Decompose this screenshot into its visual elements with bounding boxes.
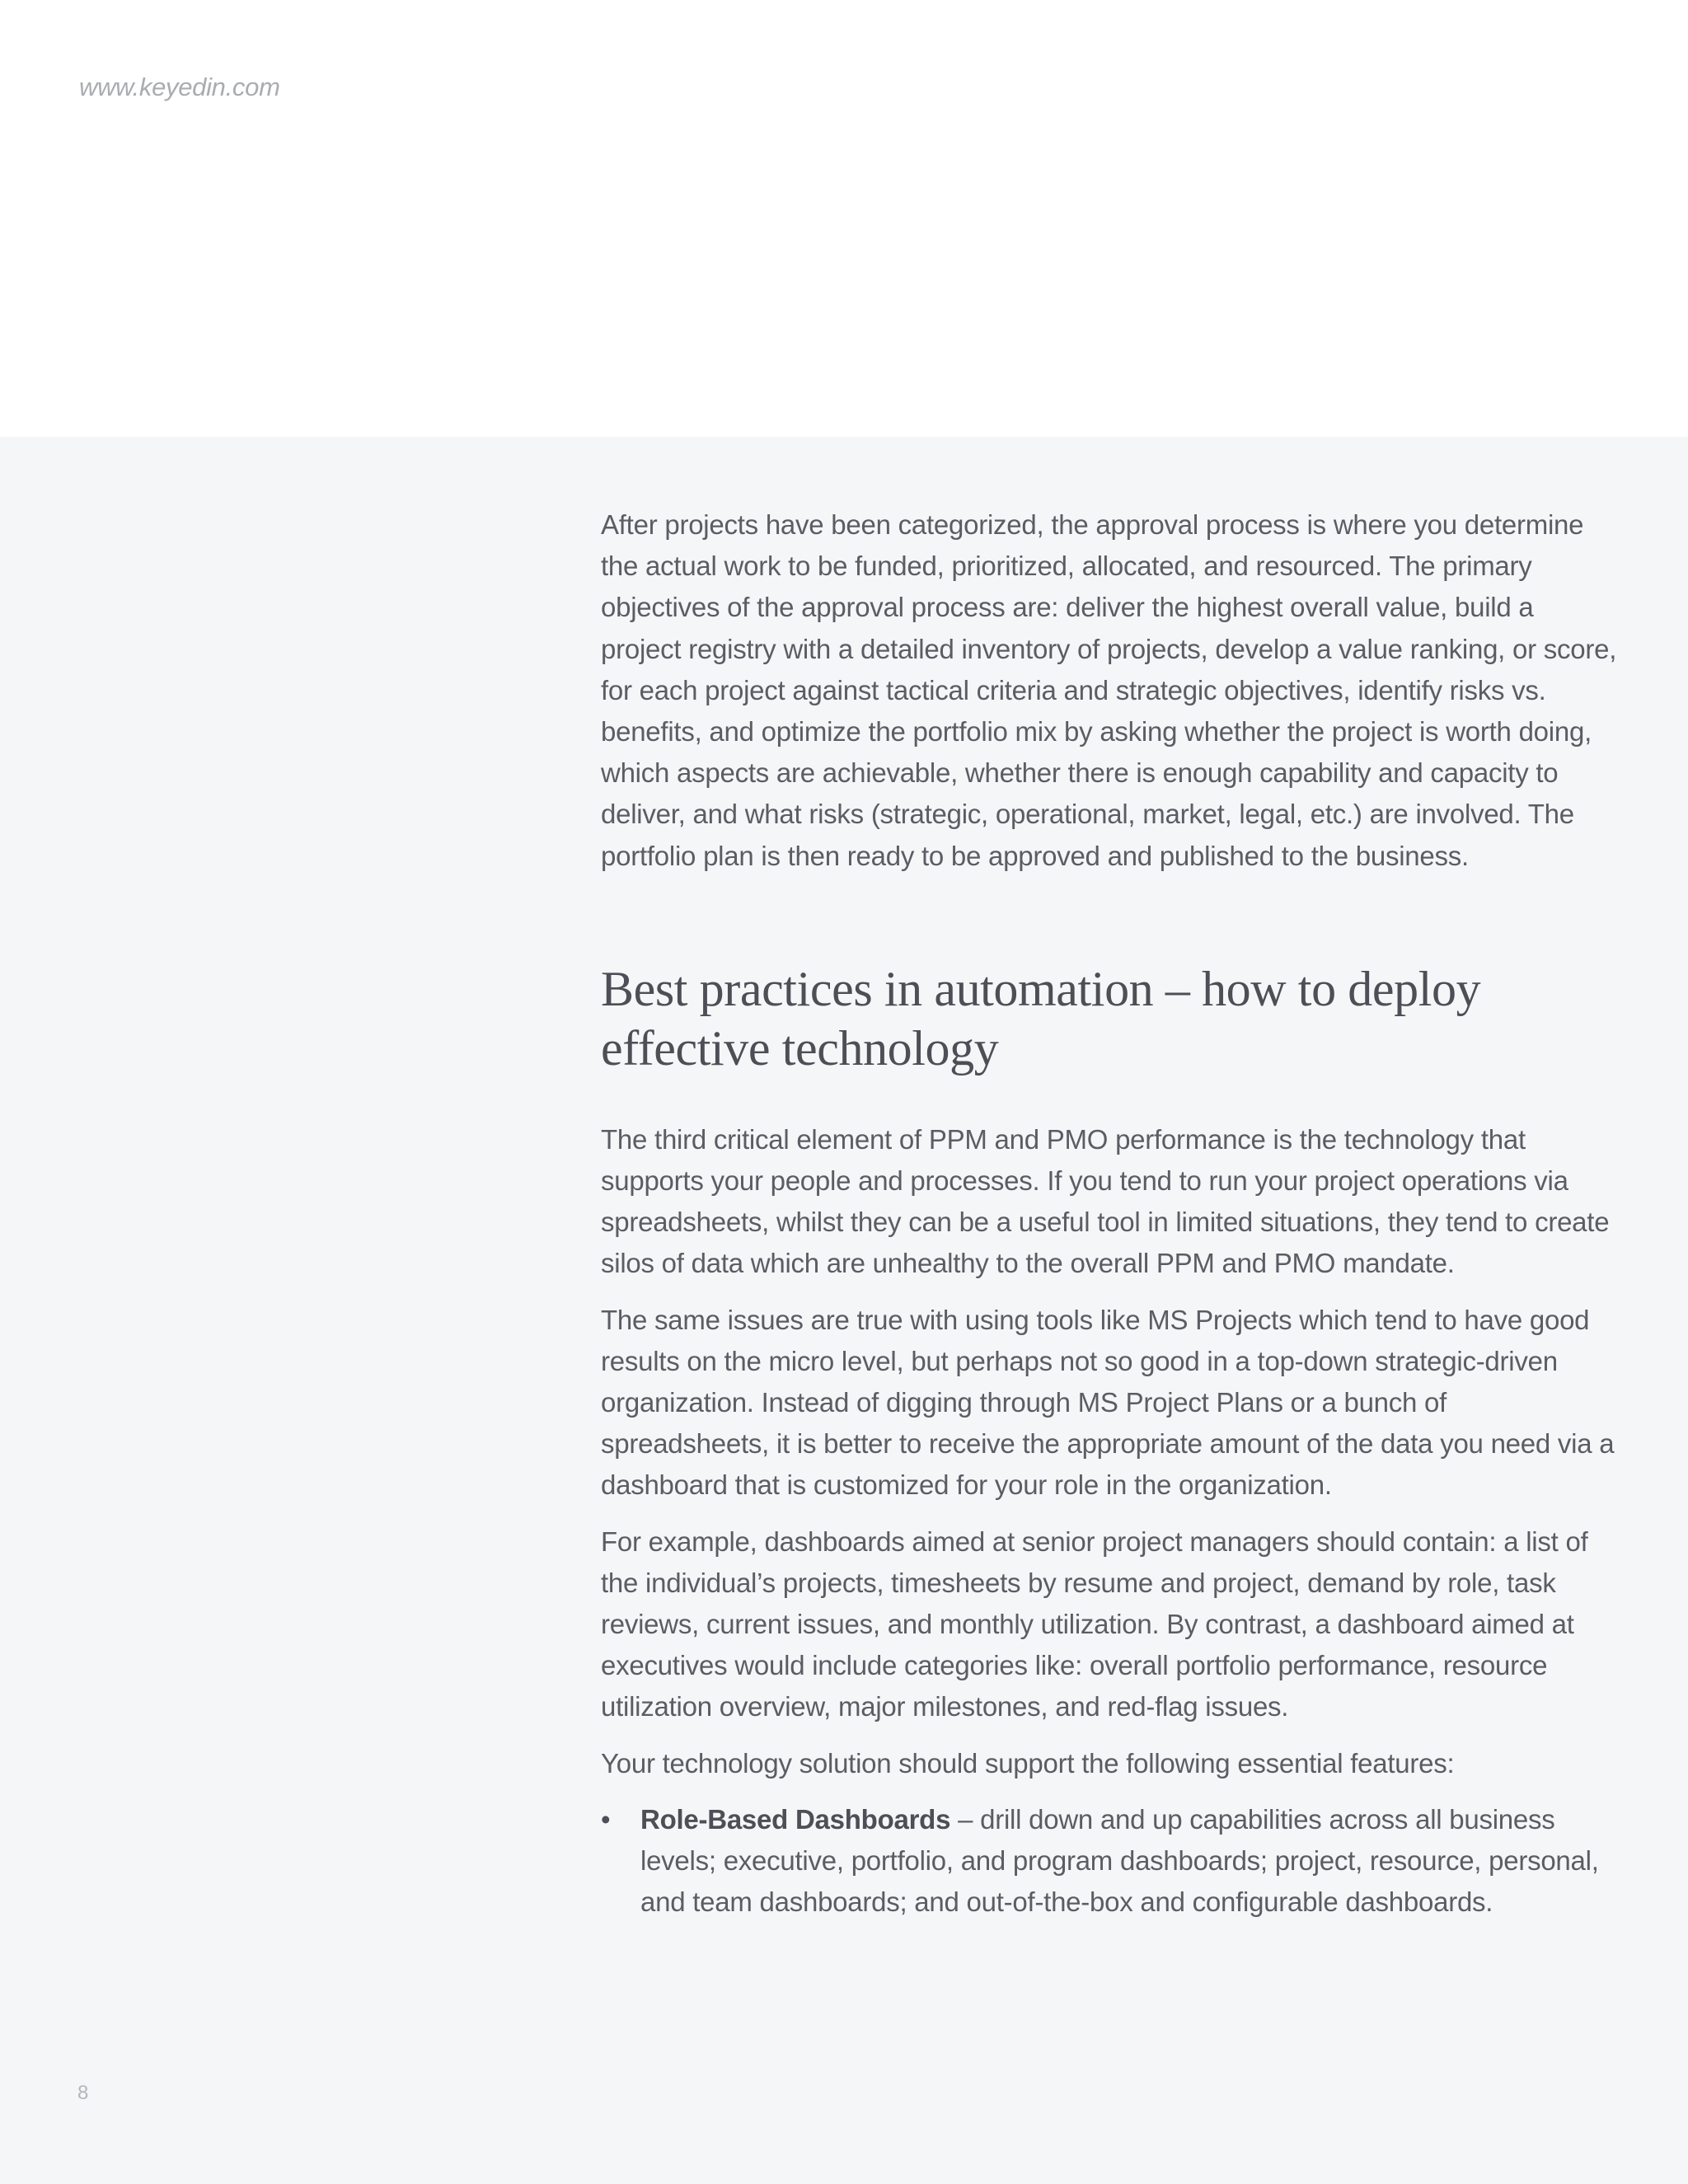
feature-title: Role-Based Dashboards: [640, 1803, 951, 1835]
ms-projects-paragraph: The same issues are true with using tools like MS Projects which tend to have good results on the micro level, but perhaps not so good in a top-down strategic-driven organization. Instead of digging through MS Project Plans or a bunch of spreadsheets, it is better to receive the appropriate amount of the data you need via a dashboard that is customized for your role in the organization.: [601, 1304, 1615, 1501]
website-url[interactable]: www.keyedin.com: [79, 73, 280, 101]
features-list: [601, 1799, 1619, 1924]
features-intro-paragraph: Your technology solution should support the following essential features:: [601, 1747, 1455, 1779]
technology-paragraph: The third critical element of PPM and PMO performance is the technology that supports your people and processes. If you tend to run your project operations via spreadsheets, whilst they can be a useful tool in limited situations, they tend to create silos of data which are unhealthy to the overall PPM and PMO mandate.: [601, 1123, 1610, 1279]
header-band: [0, 0, 1688, 437]
section-heading: Best practices in automation – how to deploy effective technology: [601, 961, 1481, 1076]
approval-process-paragraph: After projects have been categorized, the approval process is where you determine the actual work to be funded, prioritized, allocated, and resourced. The primary objectives of the approval process are: deliver the highest overall value, build a project registry with a detailed inventory of projects, develop a value ranking, or score, for each project against tactical criteria and strategic objectives, identify risks vs. benefits, and optimize the portfolio mix by asking whether the project is worth doing, which aspects are achievable, whether there is enough capability and capacity to deliver, and what risks (strategic, operational, market, legal, etc.) are involved. The portfolio plan is then ready to be approved and published to the business.: [601, 509, 1617, 871]
page-number: 8: [77, 2082, 89, 2104]
dashboards-example-paragraph: For example, dashboards aimed at senior project managers should contain: a list of the individual’s projects, timesheets by resume and project, demand by role, task reviews, current issues, and monthly utilization. By contrast, a dashboard aimed at executives would include categories like: overall portfolio performance, resource utilization overview, major milestones, and red-flag issues.: [601, 1526, 1588, 1722]
feature-description: – drill down and up capabilities across all business levels; executive, portfolio, and program dashboards; project, resource, personal, and team dashboards; and out-of-the-box and configurable dashboards.: [640, 1803, 1599, 1918]
feature-item-role-based-dashboards: [601, 1799, 1619, 1924]
main-content: [601, 504, 1619, 1923]
bullet-icon: •: [601, 1803, 611, 1835]
